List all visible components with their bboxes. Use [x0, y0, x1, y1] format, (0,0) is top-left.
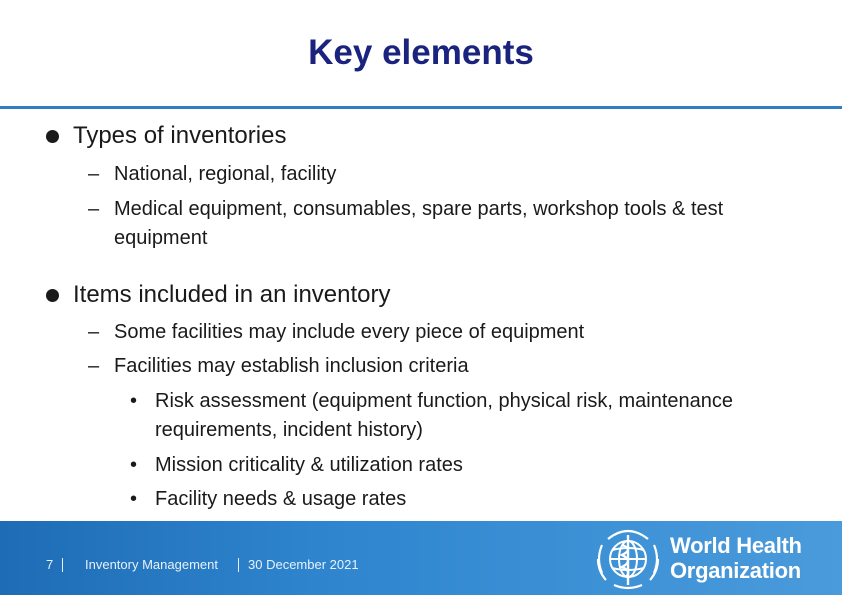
sub-list-item-text: Facility needs & usage rates: [155, 488, 407, 510]
bullet-heading: Items included in an inventory: [73, 281, 391, 308]
bullet-dot-icon: [46, 289, 59, 302]
organization-name-line1: World Health: [670, 533, 802, 558]
bullet-dot-icon: [46, 130, 59, 143]
presentation-date: 30 December 2021: [248, 557, 359, 572]
presentation-title: Inventory Management: [85, 557, 218, 572]
who-emblem-icon: [592, 525, 664, 593]
dash-icon: –: [88, 321, 100, 343]
list-item-text: Facilities may establish inclusion criteria: [114, 355, 469, 377]
list-item-text: Some facilities may include every piece of equipment: [114, 321, 585, 343]
page-number: 7: [46, 557, 54, 572]
dash-icon: –: [88, 163, 100, 185]
small-bullet-icon: •: [130, 454, 138, 476]
dash-icon: –: [88, 355, 100, 377]
footer-separator: [62, 558, 63, 572]
sub-list-item-text: Mission criticality & utilization rates: [155, 454, 463, 476]
small-bullet-icon: •: [130, 390, 138, 412]
slide-title: Key elements: [308, 33, 534, 72]
list-item-text: Medical equipment, consumables, spare parts, workshop tools & test equipment: [114, 198, 724, 249]
footer-separator: [238, 558, 239, 572]
title-divider: [0, 106, 842, 109]
organization-name-line2: Organization: [670, 558, 801, 583]
sub-list-item-text: Risk assessment (equipment function, physical risk, maintenance requirements, incident history): [155, 390, 734, 441]
small-bullet-icon: •: [130, 488, 138, 510]
organization-name: [670, 533, 802, 583]
list-item-text: National, regional, facility: [114, 163, 337, 185]
dash-icon: –: [88, 198, 100, 220]
bullet-heading: Types of inventories: [73, 122, 287, 149]
footer-bar: [0, 521, 842, 595]
